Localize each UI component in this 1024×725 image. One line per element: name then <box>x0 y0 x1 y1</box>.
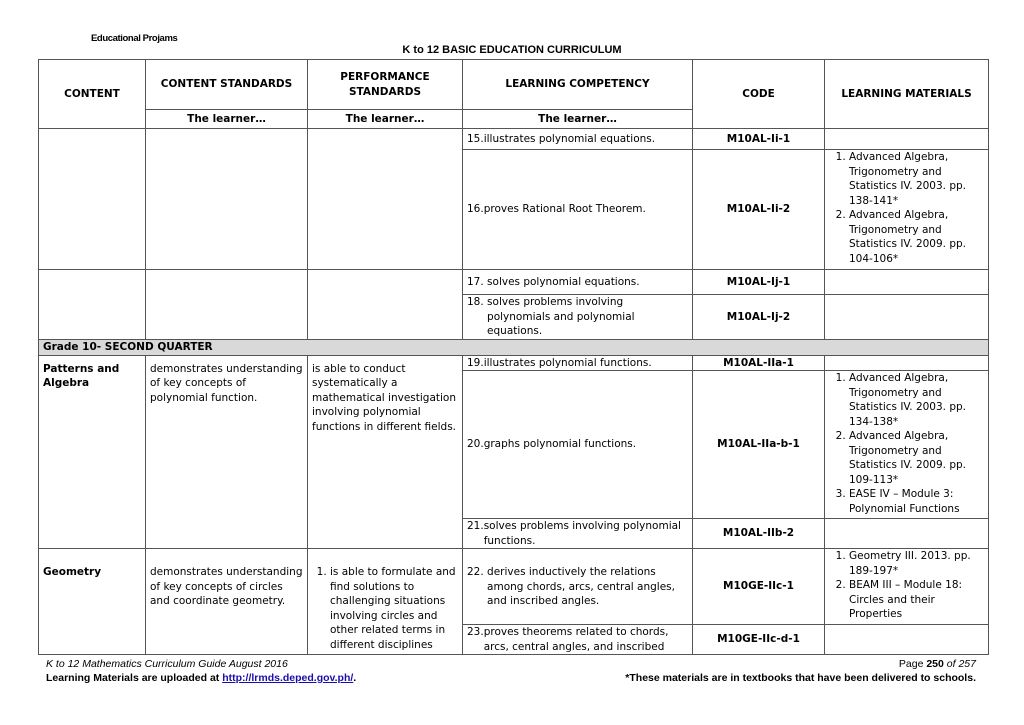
code-cell: M10AL-Ii-2 <box>693 150 825 270</box>
competency-cell: 16. proves Rational Root Theorem. <box>463 150 693 270</box>
learner-label: The learner… <box>463 110 693 129</box>
materials-cell <box>825 371 989 519</box>
performance-standard-cell <box>308 549 463 655</box>
performance-standard-cell: is able to conduct systematically a mathematical investigation involving polynomial functions in different fields. <box>308 355 463 549</box>
header-content-standards: CONTENT STANDARDS <box>146 60 308 110</box>
code-cell: M10GE-IIc-1 <box>693 549 825 625</box>
curriculum-table <box>38 59 989 655</box>
uploads-note: Learning Materials are uploaded at http://lrmds.deped.gov.ph/. <box>46 672 357 684</box>
competency-cell: 17. solves polynomial equations. <box>463 270 693 295</box>
code-cell: M10GE-IIc-d-1 <box>693 625 825 655</box>
materials-cell <box>825 549 989 625</box>
material-item: 1. Geometry III. 2013. pp. 189-197* <box>849 549 984 578</box>
lrmds-link[interactable]: http://lrmds.deped.gov.ph/ <box>222 672 354 684</box>
guide-title: K to 12 Mathematics Curriculum Guide August 2016 <box>46 658 288 670</box>
footer-right <box>625 657 976 685</box>
competency-cell: 21. solves problems involving polynomial functions. <box>463 519 693 549</box>
table-row <box>39 549 989 625</box>
learner-label: The learner… <box>308 110 463 129</box>
content-cell: Patterns and Algebra <box>39 355 146 549</box>
competency-cell: 18. solves problems involving polynomials and polynomial equations. <box>463 295 693 340</box>
table-row <box>39 129 989 150</box>
document-title: K to 12 BASIC EDUCATION CURRICULUM <box>402 44 622 56</box>
learner-label: The learner… <box>146 110 308 129</box>
code-cell: M10AL-IIa-1 <box>693 355 825 371</box>
header-learning-materials: LEARNING MATERIALS <box>825 60 989 129</box>
textbook-note: *These materials are in textbooks that have been delivered to schools. <box>625 672 976 684</box>
table-row <box>39 270 989 295</box>
watermark: Educational Projams <box>91 33 178 44</box>
content-standard-cell: demonstrates understanding of key concepts of circles and coordinate geometry. <box>146 549 308 655</box>
content-cell: Geometry <box>39 549 146 655</box>
header-content: CONTENT <box>39 60 146 129</box>
material-item: 2. Advanced Algebra, Trigonometry and Statistics IV. 2009. pp. 109-113* <box>849 429 984 487</box>
code-cell: M10AL-Ij-2 <box>693 295 825 340</box>
header-performance-standards: PERFORMANCE STANDARDS <box>308 60 463 110</box>
competency-cell: 23. proves theorems related to chords, arcs, central angles, and inscribed <box>463 625 693 655</box>
material-item: 3. EASE IV – Module 3: Polynomial Functions <box>849 487 984 516</box>
performance-standard-item: 1. is able to formulate and find solutions to challenging situations involving circles and other related terms in different disciplines <box>330 565 458 652</box>
content-standard-cell: demonstrates understanding of key concepts of polynomial function. <box>146 355 308 549</box>
page-number: Page 250 of 257 <box>898 658 976 670</box>
code-cell: M10AL-Ij-1 <box>693 270 825 295</box>
code-cell: M10AL-IIb-2 <box>693 519 825 549</box>
footer-left <box>46 657 356 685</box>
material-item: 1. Advanced Algebra, Trigonometry and Statistics IV. 2003. pp. 138-141* <box>849 150 984 208</box>
header-row <box>39 60 989 110</box>
table-row <box>39 355 989 371</box>
material-item: 2. BEAM III – Module 18: Circles and their Properties <box>849 578 984 622</box>
material-item: 2. Advanced Algebra, Trigonometry and Statistics IV. 2009. pp. 104-106* <box>849 208 984 266</box>
competency-cell: 20. graphs polynomial functions. <box>463 371 693 519</box>
competency-cell: 15. illustrates polynomial equations. <box>463 129 693 150</box>
material-item: 1. Advanced Algebra, Trigonometry and Statistics IV. 2003. pp. 134-138* <box>849 371 984 429</box>
code-cell: M10AL-Ii-1 <box>693 129 825 150</box>
competency-cell: 22. derives inductively the relations among chords, arcs, central angles, and inscribed angles. <box>463 549 693 625</box>
materials-cell <box>825 150 989 270</box>
header-learning-competency: LEARNING COMPETENCY <box>463 60 693 110</box>
quarter-label: Grade 10- SECOND QUARTER <box>39 339 989 355</box>
code-cell: M10AL-IIa-b-1 <box>693 371 825 519</box>
quarter-row <box>39 339 989 355</box>
competency-cell: 19. illustrates polynomial functions. <box>463 355 693 371</box>
header-code: CODE <box>693 60 825 129</box>
